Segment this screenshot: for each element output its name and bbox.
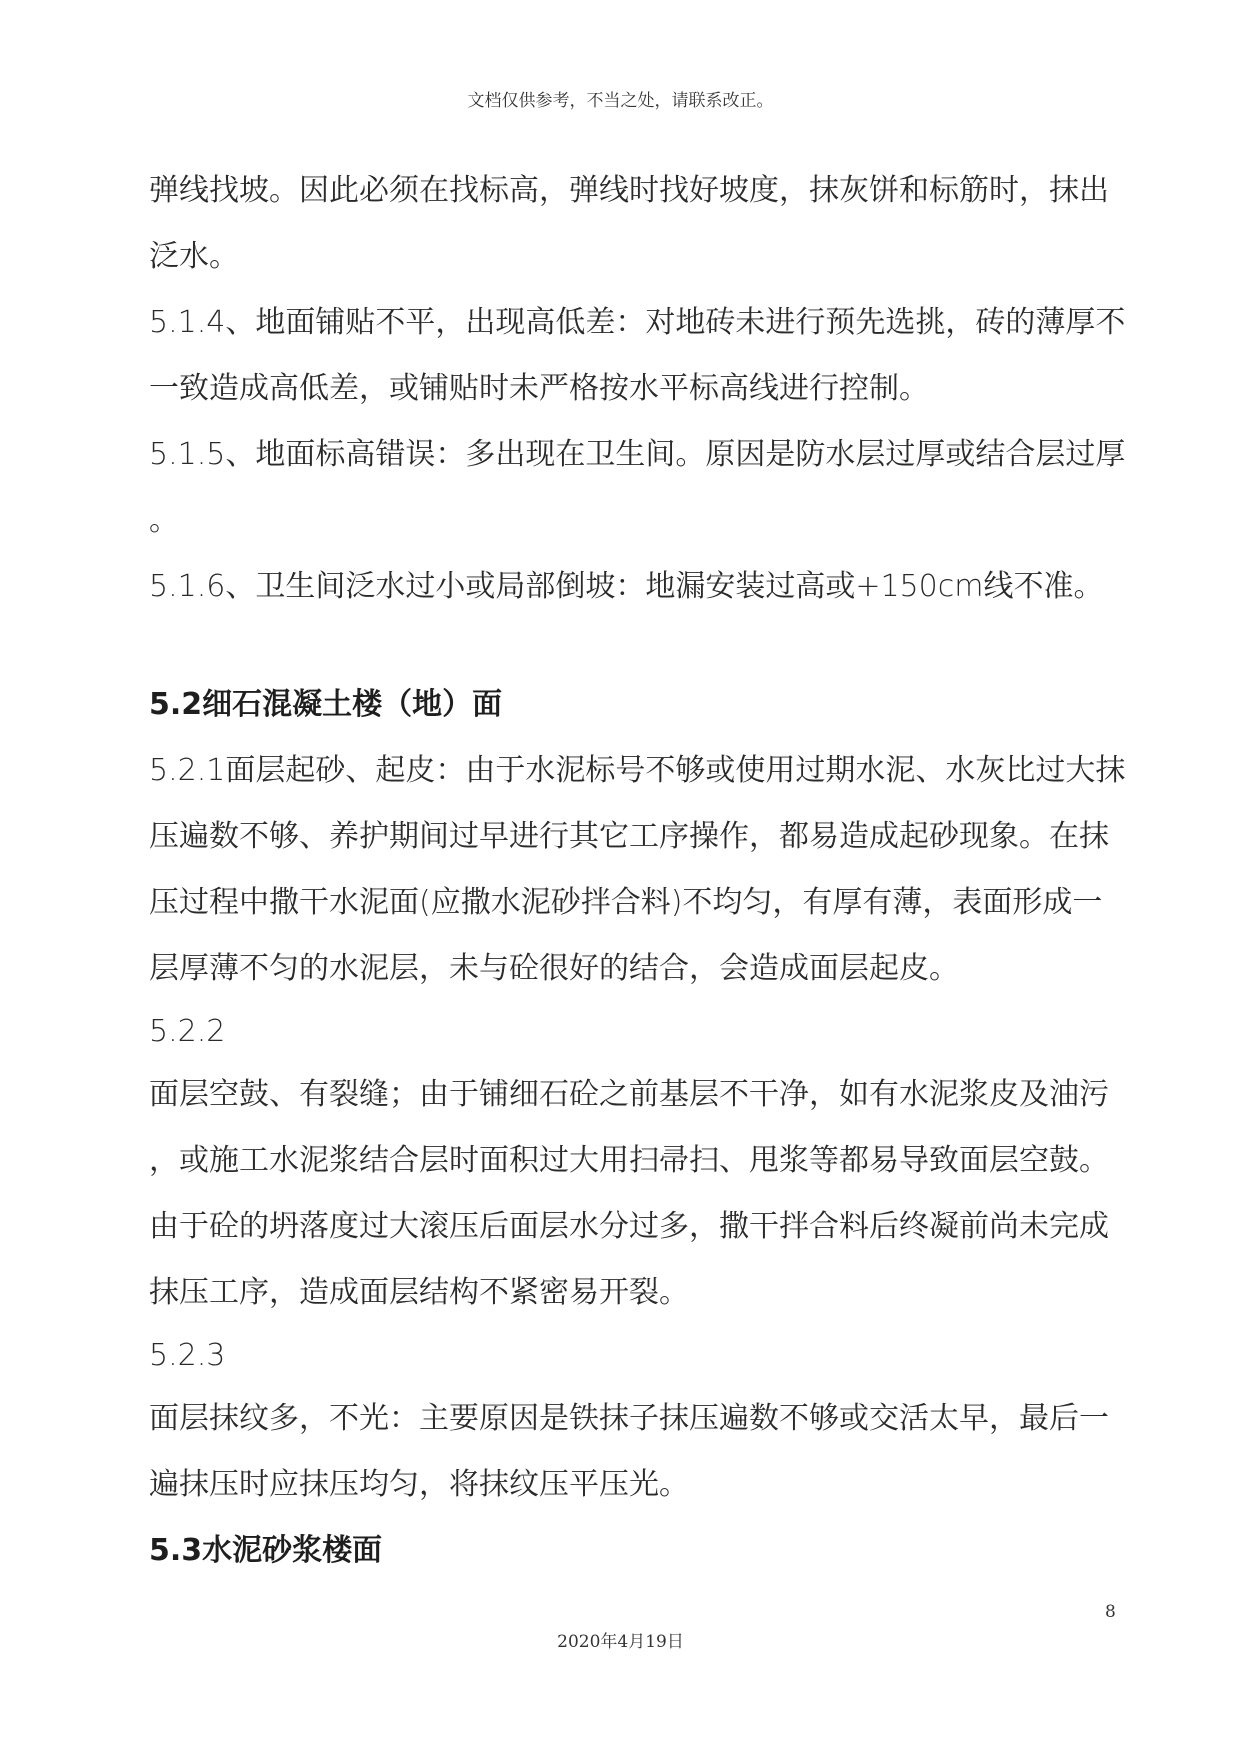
paragraph-line: 由于砼的坍落度过大滚压后面层水分过多，撒干拌合料后终凝前尚未完成 <box>149 1209 1109 1244</box>
paragraph-line: 层厚薄不匀的水泥层，未与砼很好的结合，会造成面层起皮。 <box>149 951 959 986</box>
paragraph-line: 5.1.4、地面铺贴不平，出现高低差：对地砖未进行预先选挑，砖的薄厚不 <box>149 305 1126 340</box>
paragraph-line: 遍抹压时应抹压均匀，将抹纹压平压光。 <box>149 1467 689 1502</box>
paragraph-line: 一致造成高低差，或铺贴时未严格按水平标高线进行控制。 <box>149 371 929 406</box>
paragraph-line: ，或施工水泥浆结合层时面积过大用扫帚扫、甩浆等都易导致面层空鼓。 <box>149 1143 1109 1178</box>
section-heading-5-2: 5.2细石混凝土楼（地）面 <box>149 687 503 722</box>
paragraph-line: 抹压工序，造成面层结构不紧密易开裂。 <box>149 1275 689 1310</box>
page-number: 8 <box>1105 1602 1116 1622</box>
paragraph-line: 5.2.1面层起砂、起皮：由于水泥标号不够或使用过期水泥、水灰比过大抹 <box>149 753 1126 788</box>
paragraph-line: 压遍数不够、养护期间过早进行其它工序操作，都易造成起砂现象。在抹 <box>149 819 1109 854</box>
section-gap <box>149 620 1109 672</box>
paragraph-line: 压过程中撒干水泥面(应撒水泥砂拌合料)不均匀，有厚有薄，表面形成一 <box>149 885 1103 920</box>
paragraph-line: 泛水。 <box>149 239 239 274</box>
paragraph-line: 弹线找坡。因此必须在找标高，弹线时找好坡度，抹灰饼和标筋时，抹出 <box>149 173 1109 208</box>
paragraph-line: 面层空鼓、有裂缝；由于铺细石砼之前基层不干净，如有水泥浆皮及油污 <box>149 1077 1109 1112</box>
page-header: 文档仅供参考，不当之处，请联系改正。 <box>467 91 774 111</box>
page-footer-date: 2020年4月19日 <box>557 1632 684 1652</box>
subsection-number: 5.2.3 <box>149 1338 226 1373</box>
document-body <box>149 158 1126 1584</box>
section-heading-5-3: 5.3水泥砂浆楼面 <box>149 1533 383 1568</box>
paragraph-line: 5.1.6、卫生间泛水过小或局部倒坡：地漏安装过高或+150cm线不准。 <box>149 569 1104 604</box>
subsection-number: 5.2.2 <box>149 1014 226 1049</box>
paragraph-line: 面层抹纹多，不光：主要原因是铁抹子抹压遍数不够或交活太早，最后一 <box>149 1401 1109 1436</box>
paragraph-line: 。 <box>149 503 179 538</box>
paragraph-line: 5.1.5、地面标高错误：多出现在卫生间。原因是防水层过厚或结合层过厚 <box>149 437 1126 472</box>
